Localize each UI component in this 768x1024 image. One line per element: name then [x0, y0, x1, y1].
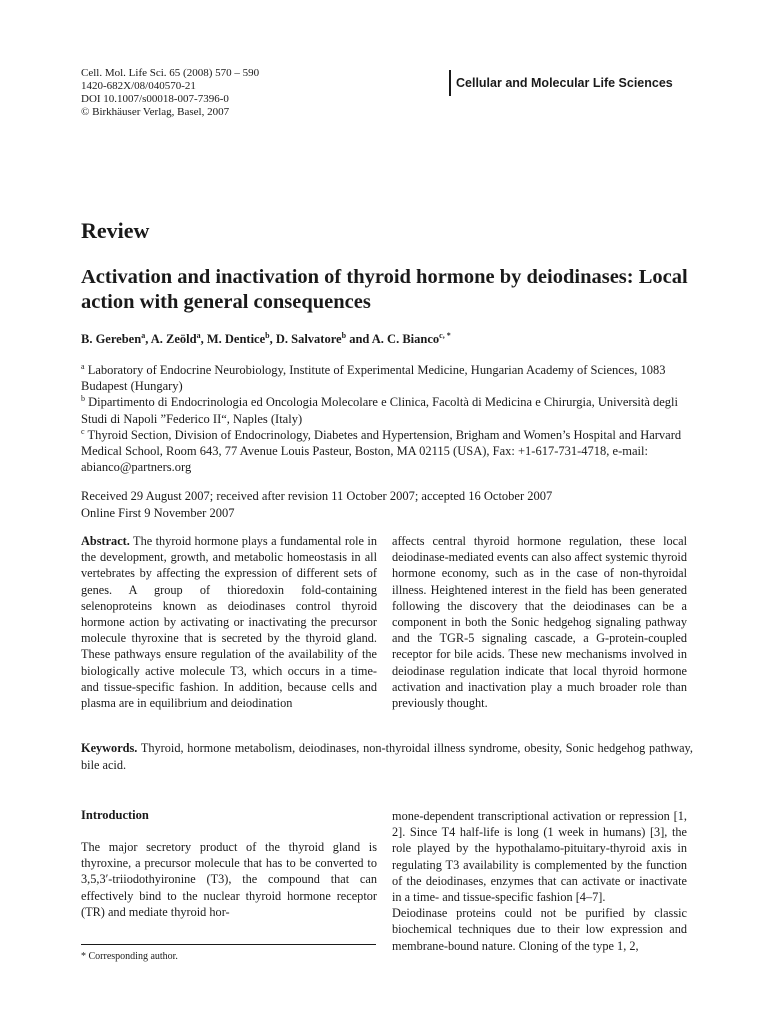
- affiliation-mark: b: [81, 394, 85, 404]
- section-label: Review: [81, 218, 150, 243]
- affiliation-mark: c: [81, 426, 85, 436]
- abstract-text-right: affects central thyroid hormone regulation, these local deiodinase-mediated events can also affect systemic thyroid hormone economy, such as in the case of non-thyroidal illness. Heightened interest in the field has been generated following the discovery that the deiodinases can be a component in both the Sonic hedgehog signaling pathway and the TGR-5 signaling cascade, a G-protein-coupled receptor for bile acids. These new mechanisms involved in deiodinase regulation indicate that local thyroid hormone activation and inactivation play a much broader role than previously thought.: [392, 534, 687, 711]
- author-name: B. Gereben: [81, 332, 142, 346]
- affiliation-item: [81, 427, 693, 476]
- author-affiliation-mark: b: [341, 330, 347, 340]
- affiliation-text: Dipartimento di Endocrinologia ed Oncologia Molecolare e Clinica, Facoltà di Medicina e Chirurgia, Università degli Studi di Napoli ”Federico II“, Naples (Italy): [81, 395, 679, 426]
- author-name: A. C. Bianco: [371, 332, 440, 346]
- introduction-right-paragraph: Deiodinase proteins could not be purified by classic biochemical techniques due to their low expression and membrane-bound nature. Cloning of the type 1, 2,: [392, 906, 687, 953]
- abstract-right-column: [392, 533, 687, 711]
- author-name: M. Dentice: [206, 332, 266, 346]
- footnote: * Corresponding author.: [81, 951, 178, 962]
- keywords: [81, 740, 693, 773]
- abstract-left-column: [81, 533, 377, 711]
- author-separator: ,: [269, 332, 276, 346]
- author-affiliation-mark: b: [265, 330, 270, 340]
- author-list: [81, 332, 451, 347]
- affiliation-item: [81, 362, 693, 394]
- online-date: Online First 9 November 2007: [81, 505, 235, 520]
- article-title: Activation and inactivation of thyroid hormone by deiodinases: Local action with general consequences: [81, 266, 688, 313]
- affiliation-text: Laboratory of Endocrine Neurobiology, Institute of Experimental Medicine, Hungarian Academy of Sciences, 1083 Budapest (Hungary): [81, 363, 666, 394]
- author-separator: ,: [145, 332, 151, 346]
- introduction-heading: Introduction: [81, 808, 149, 822]
- citation-line: DOI 10.1007/s00018-007-7396-0: [81, 93, 229, 105]
- citation-line: © Birkhäuser Verlag, Basel, 2007: [81, 106, 230, 118]
- author-affiliation-mark: a: [196, 330, 201, 340]
- article-dates: [81, 488, 552, 521]
- affiliation-mark: a: [81, 361, 85, 371]
- citation-line: 1420-682X/08/040570-21: [81, 80, 196, 92]
- author-affiliation-mark: c, *: [439, 330, 451, 340]
- affiliations: [81, 362, 693, 475]
- keywords-text: Thyroid, hormone metabolism, deiodinases, non-thyroidal illness syndrome, obesity, Sonic hedgehog pathway, bile acid.: [81, 741, 693, 772]
- footnote-divider: [81, 944, 376, 945]
- introduction-right-paragraph: mone-dependent transcriptional activation or repression [1, 2]. Since T4 half-life is long (1 week in humans) [3], the role played by the hypothalamo-pituitary-thyroid axis in regulating T3 availability is complemented by the function of the deiodinases, enzymes that can activate or inactivate in a time- and tissue-specific fashion [4–7].: [392, 809, 687, 905]
- abstract-label: Abstract.: [81, 534, 130, 548]
- author-separator: ,: [200, 332, 207, 346]
- abstract-text-left: The thyroid hormone plays a fundamental role in the development, growth, and metabolic homeostasis in all vertebrates by affecting the expression of different sets of genes. A group of thioredoxin fold-containing selenoproteins known as deiodinases control thyroid hormone action by activating or inactivating the precursor molecule thyroxine that is secreted by the thyroid gland. These pathways ensure regulation of the availability of the biologically active molecule T3, which occurs in a time- and tissue-specific fashion. In addition, because cells and plasma are in equilibrium and deiodination: [81, 534, 377, 711]
- author-separator: and: [346, 332, 372, 346]
- citation-block: [81, 67, 259, 119]
- citation-line: Cell. Mol. Life Sci. 65 (2008) 570 – 590: [81, 67, 260, 79]
- journal-name: Cellular and Molecular Life Sciences: [449, 70, 673, 96]
- author-name: D. Salvatore: [275, 332, 342, 346]
- affiliation-text: Thyroid Section, Division of Endocrinology, Diabetes and Hypertension, Brigham and Women’s Hospital and Harvard Medical School, Room 643, 77 Avenue Louis Pasteur, Boston, MA 02115 (USA), Fax: +1-617-731-4718, e-mail: abianco@partners.org: [81, 427, 682, 475]
- affiliation-item: [81, 394, 693, 426]
- author-name: A. Zeöld: [150, 332, 197, 346]
- keywords-label: Keywords.: [81, 741, 138, 755]
- received-dates: Received 29 August 2007; received after revision 11 October 2007; accepted 16 October 2007: [81, 489, 553, 503]
- author-affiliation-mark: a: [141, 330, 146, 340]
- introduction-right-column: [392, 808, 687, 954]
- introduction-left-paragraph: The major secretory product of the thyroid gland is thyroxine, a precursor molecule that has to be converted to 3,5,3′-triiodothyironine (T3), the compound that can effectively bind to the nuclear thyroid hormone receptor (TR) and mediate thyroid hor-: [81, 840, 377, 919]
